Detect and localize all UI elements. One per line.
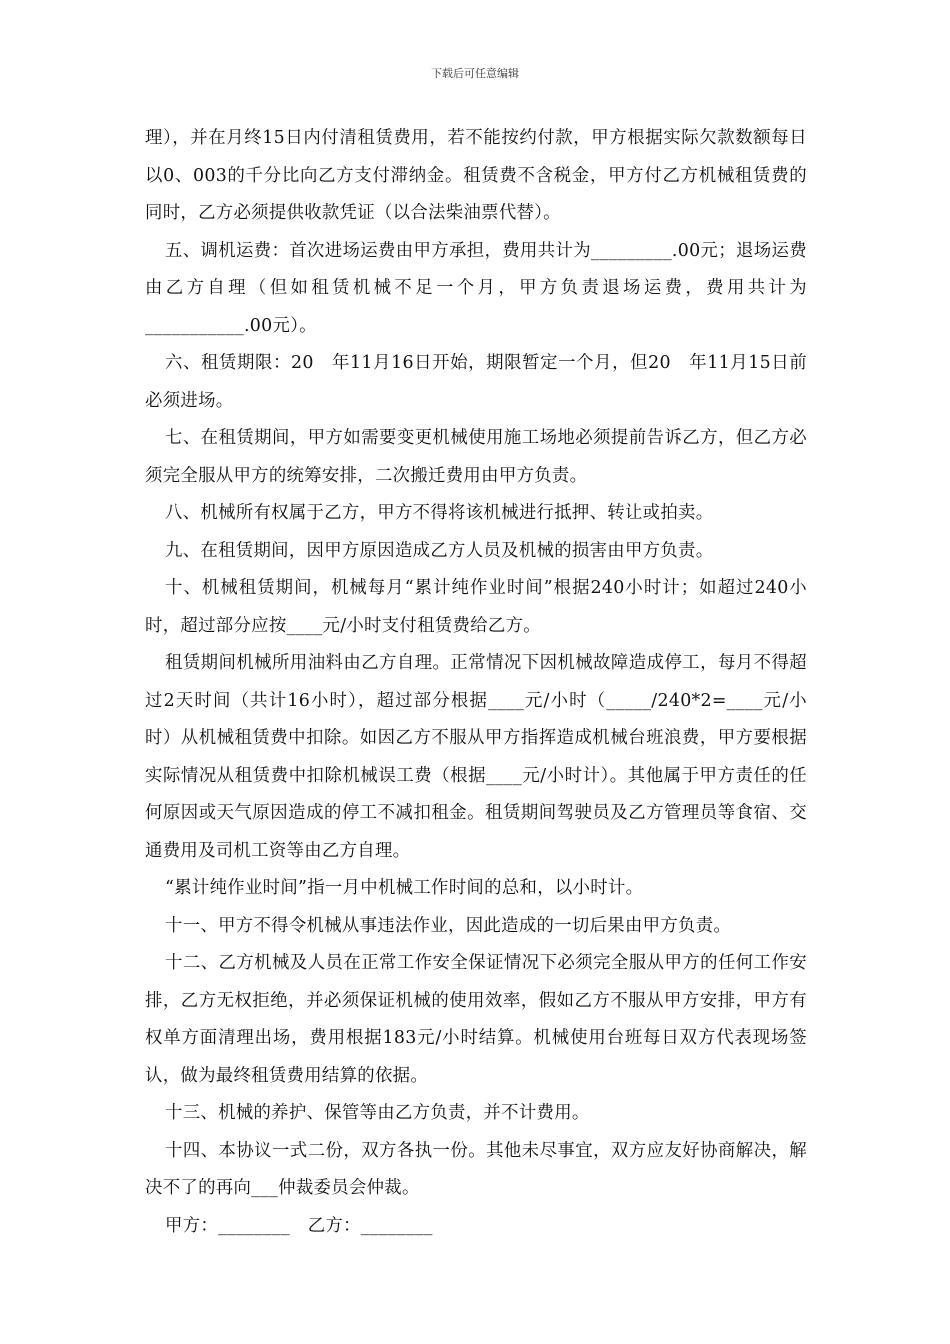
paragraph-clause-13: 十三、机械的养护、保管等由乙方负责，并不计费用。 xyxy=(165,1103,590,1123)
paragraph-clause-10: 十、机械租赁期间，机械每月“累计纯作业时间”根据240小时计；如超过240小时，超过部分应按____元/小时支付租赁费给乙方。 xyxy=(145,578,807,636)
paragraph-work-time-definition: “累计纯作业时间”指一月中机械工作时间的总和，以小时计。 xyxy=(165,878,644,898)
paragraph-clause-14: 十四、本协议一式二份，双方各执一份。其他未尽事宜，双方应友好协商解决，解决不了的再向___仲裁委员会仲裁。 xyxy=(145,1140,807,1198)
paragraph-clause-6: 六、租赁期限：20 年11月16日开始，期限暂定一个月，但20 年11月15日前必须进场。 xyxy=(145,353,807,411)
paragraph-clause-8: 八、机械所有权属于乙方，甲方不得将该机械进行抵押、转让或拍卖。 xyxy=(165,503,714,523)
paragraph-clause-9: 九、在租赁期间，因甲方原因造成乙方人员及机械的损害由甲方负责。 xyxy=(165,540,714,561)
document-body xyxy=(145,120,807,1245)
paragraph-clause-12: 十二、乙方机械及人员在正常工作安全保证情况下必须完全服从甲方的任何工作安排，乙方无权拒绝，并必须保证机械的使用效率，假如乙方不服从甲方安排，甲方有权单方面清理出场，费用根据183元/小时结算。机械使用台班每日双方代表现场签认，做为最终租赁费用结算的依据。 xyxy=(145,953,807,1086)
paragraph-clause-5: 五、调机运费：首次进场运费由甲方承担，费用共计为_________.00元；退场运费由乙方自理（但如租赁机械不足一个月，甲方负责退场运费，费用共计为___________.00元）。 xyxy=(145,240,807,336)
paragraph-payment-terms: 理），并在月终15日内付清租赁费用，若不能按约付款，甲方根据实际欠款数额每日以0、003的千分比向乙方支付滞纳金。租赁费不含税金，甲方付乙方机械租赁费的同时，乙方必须提供收款凭证（以合法柴油票代替）。 xyxy=(145,128,807,223)
paragraph-clause-7: 七、在租赁期间，甲方如需要变更机械使用施工场地必须提前告诉乙方，但乙方必须完全服从甲方的统筹安排，二次搬迁费用由甲方负责。 xyxy=(145,428,807,486)
paragraph-clause-11: 十一、甲方不得令机械从事违法作业，因此造成的一切后果由甲方负责。 xyxy=(165,915,732,936)
paragraph-fuel-downtime: 租赁期间机械所用油料由乙方自理。正常情况下因机械故障造成停工，每月不得超过2天时间（共计16小时），超过部分根据____元/小时（_____/240*2=____元/小时）从机械租赁费中扣除。如因乙方不服从甲方指挥造成机械台班浪费，甲方要根据实际情况从租赁费中扣除机械误工费（根据____元/小时计）。其他属于甲方责任的任何原因或天气原因造成的停工不减扣租金。租赁期间驾驶员及乙方管理员等食宿、交通费用及司机工资等由乙方自理。 xyxy=(145,653,807,861)
signature-line: 甲方：________ 乙方：________ xyxy=(165,1215,433,1236)
page-header: 下载后可任意编辑 xyxy=(431,67,519,80)
